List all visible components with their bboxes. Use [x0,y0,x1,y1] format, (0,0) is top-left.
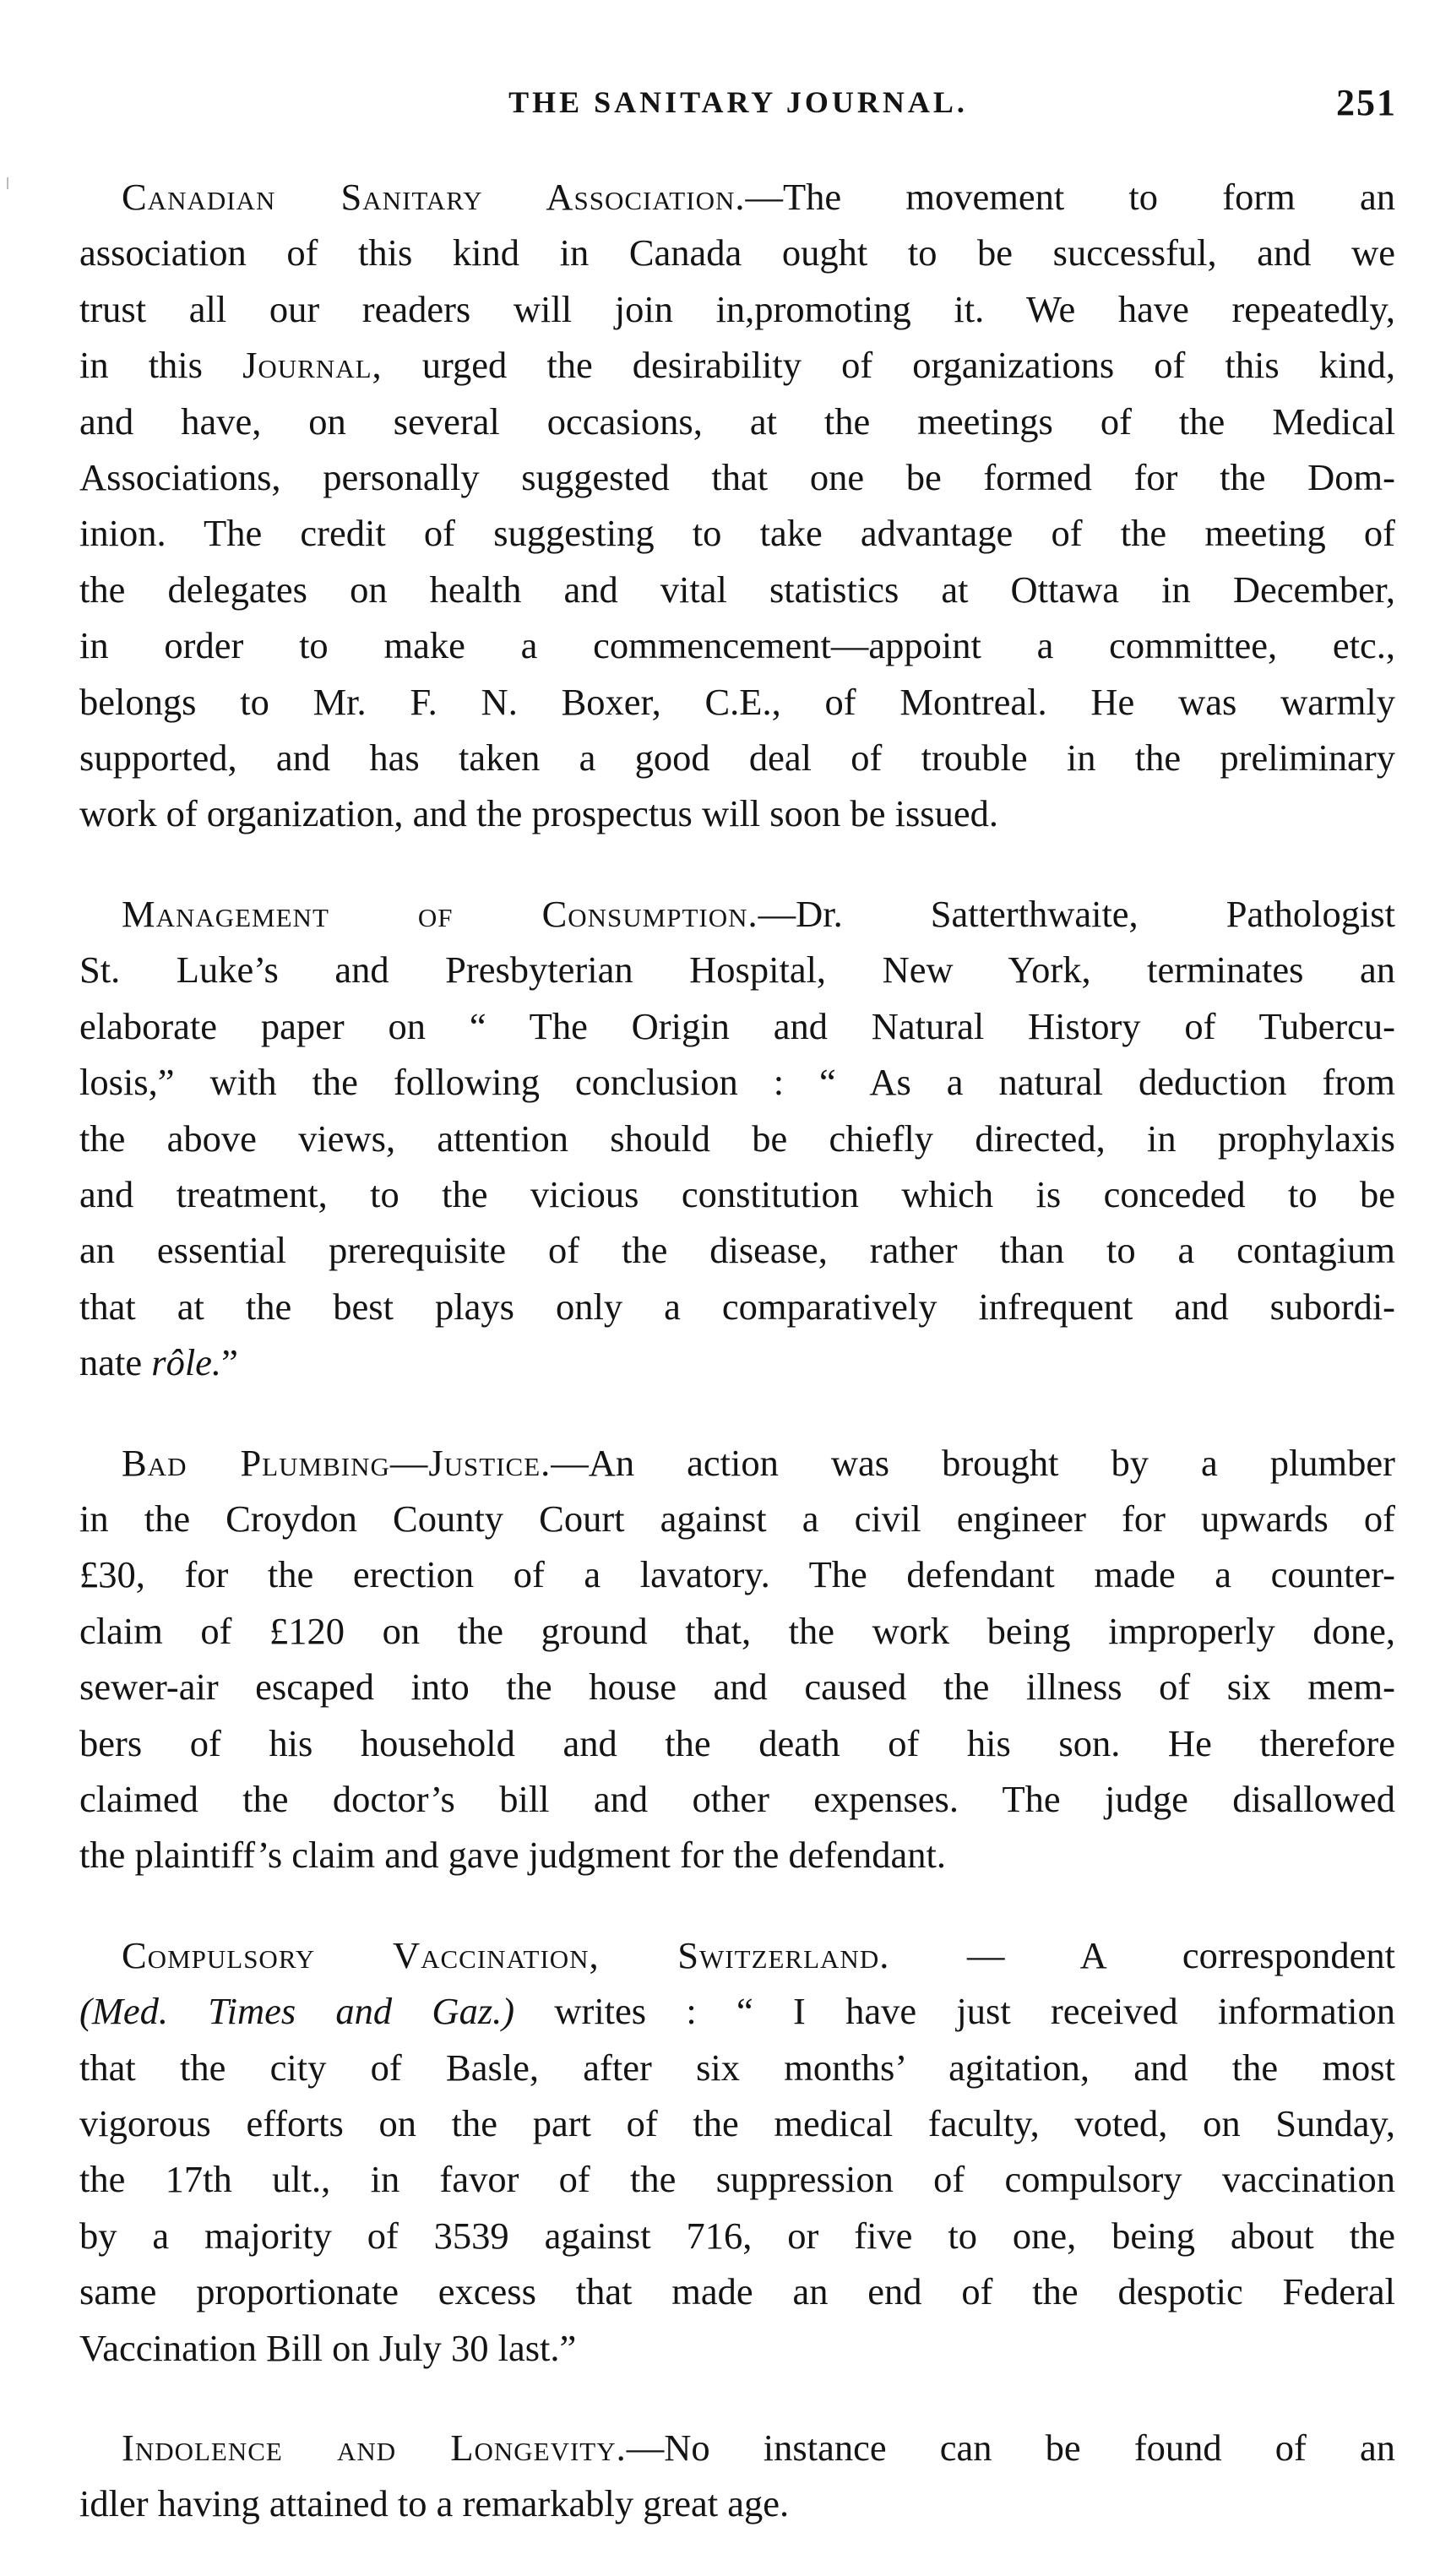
text-run: the 17th ult., in favor of the suppression of compulsory vaccination [79,2158,1395,2201]
text-run: elaborate paper on “ The Origin and Natural History of Tubercu- [79,1004,1395,1047]
text-line [79,562,1395,617]
text-line [79,169,1395,225]
text-line [79,2095,1395,2151]
page-header [79,84,1397,135]
section-heading: Bad Plumbing—Justice. [122,1441,552,1484]
paragraph [79,2420,1395,2532]
text-run: St. Luke’s and Presbyterian Hospital, New York, terminates an [79,948,1395,992]
text-line [79,617,1395,673]
text-line [79,674,1395,730]
text-line [79,449,1395,505]
text-run: claim of £120 on the ground that, the work being improperly done, [79,1609,1395,1652]
text-run: — A correspondent [889,1933,1395,1976]
text-line [79,2040,1395,2095]
italic-text: rôle. [151,1341,222,1384]
text-line [79,1491,1395,1546]
paragraph [79,886,1395,1391]
text-line [79,505,1395,561]
text-run: in order to make a commencement—appoint a committee, etc., [79,624,1395,667]
page-number: 251 [1336,82,1397,123]
text-line [79,886,1395,942]
text-line [79,225,1395,280]
text-run: claimed the doctor’s bill and other expenses. The judge disallowed [79,1777,1395,1820]
text-run: writes : “ I have just received information [514,1990,1396,2033]
section-heading: Journal, [242,344,383,387]
italic-text: (Med. Times and Gaz.) [79,1990,515,2033]
text-run: an essential prerequisite of the disease, rather than to a contagium [79,1229,1395,1272]
margin-mark [7,177,8,189]
text-run: in the Croydon County Court against a civil engineer for upwards of [79,1497,1395,1540]
text-line [79,394,1395,449]
text-run: supported, and has taken a good deal of trouble in the preliminary [79,736,1395,780]
text-line [79,1111,1395,1166]
text-run: ” [221,1341,238,1384]
text-run: that at the best plays only a comparatively infrequent and subordi- [79,1285,1395,1328]
text-line [79,1279,1395,1334]
running-title: THE SANITARY JOURNAL. [508,85,968,119]
text-run: £30, for the erection of a lavatory. The defendant made a counter- [79,1553,1395,1596]
text-run: that the city of Basle, after six months’ agitation, and the most [79,2046,1395,2089]
text-run: vigorous efforts on the part of the medical faculty, voted, on Sunday, [79,2102,1395,2144]
text-line [79,1166,1395,1222]
text-line [79,2320,1395,2376]
section-heading: Indolence and Longevity. [122,2427,627,2470]
text-line [79,2264,1395,2319]
text-run: the delegates on health and vital statistics at Ottawa in December, [79,568,1395,611]
text-run: and have, on several occasions, at the meetings of the Medical [79,399,1395,443]
text-line [79,281,1395,337]
text-run: nate [79,1341,152,1384]
text-line [79,1827,1395,1883]
text-line [79,1054,1395,1110]
text-run: association of this kind in Canada ought to be successful, and we [79,231,1395,274]
text-line [79,1983,1395,2039]
text-run: inion. The credit of suggesting to take advantage of the meeting of [79,512,1395,555]
text-line [79,1546,1395,1602]
text-line [79,1435,1395,1491]
text-run: bers of his household and the death of his son. He therefore [79,1721,1395,1764]
paragraph [79,1435,1395,1883]
text-line [79,998,1395,1054]
paragraph [79,169,1395,842]
text-line [79,1603,1395,1659]
text-run: trust all our readers will join in,promoting it. We have repeatedly, [79,287,1395,330]
article-body [79,169,1395,2576]
text-line [79,2151,1395,2207]
text-line [79,1334,1395,1390]
text-line [79,2420,1395,2475]
text-run: urged the desirability of organizations of this kind, [382,344,1395,387]
text-run: and treatment, to the vicious constitution which is conceded to be [79,1172,1395,1215]
text-line [79,785,1395,841]
text-run: in this [79,344,243,387]
text-run: the plaintiff’s claim and gave judgment for the defendant. [79,1834,947,1877]
text-line [79,1659,1395,1715]
text-line [79,2475,1395,2531]
text-run: —No instance can be found of an [626,2427,1396,2470]
section-heading: Compulsory Vaccination, Switzerland. [122,1933,890,1976]
text-run: —Dr. Satterthwaite, Pathologist [758,892,1395,935]
text-run: by a majority of 3539 against 716, or five to one, being about the [79,2214,1395,2257]
text-line [79,730,1395,785]
text-run: work of organization, and the prospectus will soon be issued. [79,792,998,835]
text-run: losis,” with the following conclusion : “ As a natural deduction from [79,1061,1395,1104]
section-heading: Canadian Sanitary Association. [122,176,746,218]
text-line [79,2208,1395,2264]
paragraph [79,1927,1395,2376]
text-run: sewer-air escaped into the house and caused the illness of six mem- [79,1666,1395,1709]
text-line [79,1771,1395,1827]
text-run: Vaccination Bill on July 30 last.” [79,2326,577,2369]
text-run: Associations, personally suggested that one be formed for the Dom- [79,456,1395,499]
text-line [79,1222,1395,1278]
text-run: same proportionate excess that made an end of the despotic Federal [79,2270,1395,2313]
text-run: the above views, attention should be chiefly directed, in prophylaxis [79,1117,1395,1160]
text-line [79,1927,1395,1983]
text-run: —An action was brought by a plumber [551,1441,1395,1484]
text-run: belongs to Mr. F. N. Boxer, C.E., of Montreal. He was warmly [79,680,1395,723]
text-line [79,1715,1395,1771]
section-heading: Management of Consumption. [122,892,758,935]
text-line [79,942,1395,997]
text-run: idler having attained to a remarkably great age. [79,2482,790,2525]
text-run: —The movement to form an [745,176,1395,218]
text-line [79,337,1395,393]
